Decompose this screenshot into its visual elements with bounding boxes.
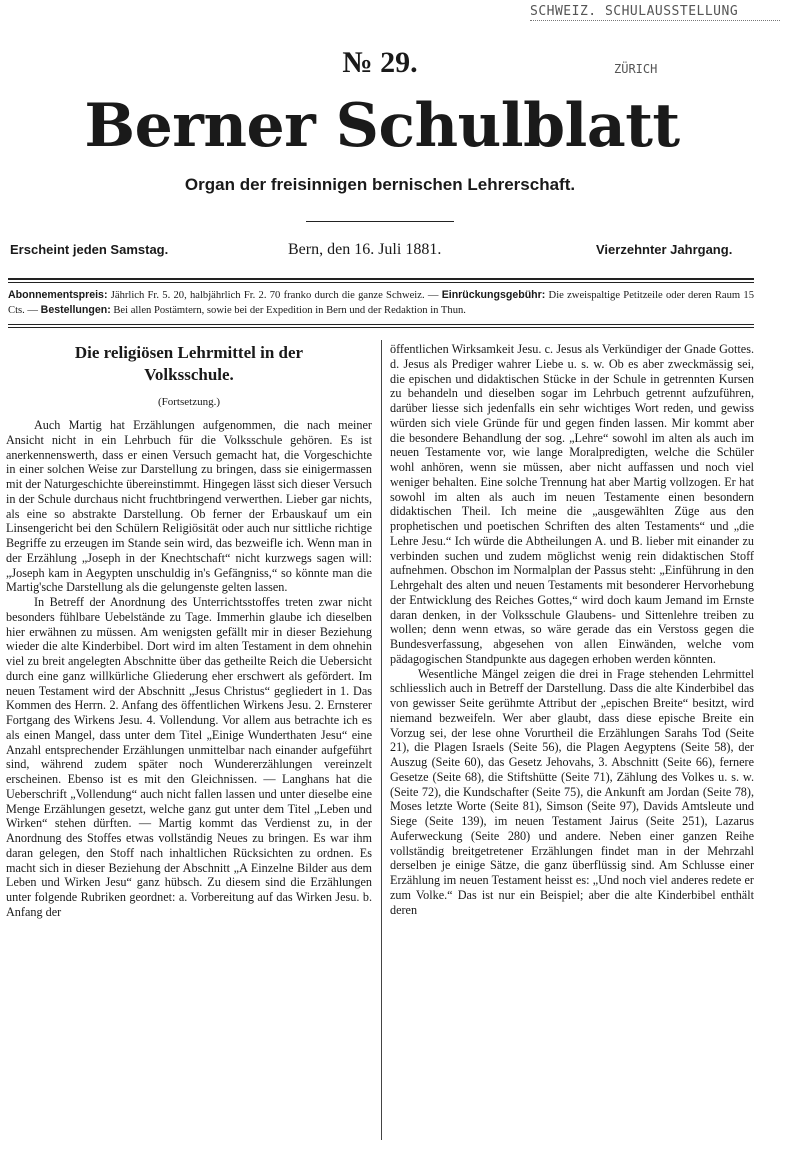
issue-number: № 29. bbox=[342, 46, 418, 79]
article-left-column bbox=[6, 342, 372, 920]
orders-label: Bestellungen: bbox=[40, 304, 111, 316]
article-right-column bbox=[390, 342, 754, 917]
issue-date: Bern, den 16. Juli 1881. bbox=[288, 241, 442, 258]
stamp-city: ZÜRICH bbox=[614, 62, 658, 76]
masthead-title: Berner Schulblatt bbox=[84, 91, 680, 161]
subscription-label: Abonnementspreis: bbox=[8, 289, 108, 301]
header-rule-top-thin bbox=[8, 282, 754, 283]
header-rule-bottom bbox=[8, 324, 754, 325]
continuation-note: (Fortsetzung.) bbox=[157, 396, 220, 408]
publication-frequency: Erscheint jeden Samstag. bbox=[10, 242, 169, 257]
article-title-line1: Die religiösen Lehrmittel in der bbox=[74, 343, 304, 362]
title-divider bbox=[306, 221, 454, 222]
insertion-fee-label: Einrückungsgebühr: bbox=[441, 289, 546, 301]
article-body-right bbox=[390, 342, 754, 917]
subscription-price: Jährlich Fr. 5. 20, halbjährlich Fr. 2. 70 franko durch die ganze Schweiz. — bbox=[107, 290, 442, 301]
header-rule-top bbox=[8, 278, 754, 280]
article-body-left bbox=[6, 418, 372, 920]
insertion-fee-text: Die zweispaltige Petitzeile oder deren Raum 15 Cts. — bbox=[8, 290, 754, 316]
masthead-subtitle: Organ der freisinnigen bernischen Lehrerschaft. bbox=[184, 175, 576, 194]
article-title-line2: Volksschule. bbox=[144, 365, 234, 384]
masthead-area bbox=[0, 0, 800, 180]
article-title bbox=[6, 342, 372, 386]
orders-text: Bei allen Postämtern, sowie bei der Expedition in Bern und der Redaktion in Thun. bbox=[110, 305, 466, 316]
header-rule-bottom-thin bbox=[8, 327, 754, 328]
volume-year: Vierzehnter Jahrgang. bbox=[596, 242, 733, 257]
paragraph: Auch Martig hat Erzählungen aufgenommen, die nach meiner Ansicht nicht in ein Lehrbuch für die Volksschule gehören. Es ist anerkennenswerth, dass er einen Versuch gemacht hat, die Vorgeschichte in einer solchen Weise zur Darstellung zu bringen, dass sie einigermassen mit der Naturgeschichte übereinstimmt. Hingegen lässt sich dieser Versuch in der Schule durchaus nicht fruchtbringend verwerthen. Lieber gar nichts, als eine so abstrakte Darstellung. Ob ferner der Erbauskauf um ein Linsengericht bei den Schülern Religiösität oder auch nur sittliche richtige Begriffe zu erzeugen im Stande sein wird, das bezweifle ich. Wenn man in der Erzählung „Joseph in der Knechtschaft“ nicht kurzwegs sagen will: „Joseph kam in Aegypten unschuldig in's Gefängniss,“ so könnte man die Martig'sche Darstellung als die gelungenste gelten lassen. bbox=[6, 418, 372, 595]
stamp-institution: SCHWEIZ. SCHULAUSSTELLUNG bbox=[530, 4, 739, 19]
paragraph: Wesentliche Mängel zeigen die drei in Frage stehenden Lehrmittel schliesslich auch in Betreff der Darstellung. Dass die alte Kinderbibel das von gewisser Seite gerühmte Attribut der „epischen Breite“ besitzt, wird niemand bezweifeln. Wer aber glaubt, dass diese epische Breite ein Vorzug sei, der lese ohne Vorurtheil die Erzählungen Sarahs Tod (Seite 21), die Plagen Israels (Seite 56), die Plagen Aegyptens (Seite 58), der Auszug (Seite 60), das Gesetz Jehovahs, 3. Abschnitt (Seite 66), fernere Gesetze (Seite 68), die Stiftshütte (Seite 71), Zählung des Volkes u. s. w. (Seite 72), die Kundschafter (Seite 75), die Ankunft am Jordan (Seite 78), Moses letzte Worte (Seite 81), Simson (Seite 97), Davids Amtsleute und Siege (Seite 139), im neuen Testament Jairus (Seite 251), Lazarus Auferweckung (Seite 280) und andere. Neben einer ganzen Reihe vollständig breitgetretener Erzählungen findet man in der Mehrzahl derselben je einige Sätze, die ganz überflüssig sind. Am Schlusse einer Erzählung im neuen Testament heisst es: „Und noch viel anderes redete er zum Volke.“ Das ist nur ein Beispiel; aber die alte Kinderbibel enthält deren bbox=[390, 666, 754, 917]
paragraph: öffentlichen Wirksamkeit Jesu. c. Jesus als Verkündiger der Gnade Gottes. d. Jesus als Prediger wahrer Liebe u. s. w. Ob es aber zweckmässig sei, die epischen und didaktischen Stücke in der Schule in getrennten Kursen zu behandeln und dieselben sogar im Lehrbuch getrennt aufzuführen, darüber liesse sich jedenfalls ein sehr wichtiges Wort reden, und gewiss würden sich viele Gründe für und gegen finden lassen. Mir kommt aber die besondere Behandlung der sog. „Lehre“ sowohl im alten als auch im neuen Testamente vor, wie lange Moralpredigten, welche die Schüler wohl anhören, wenn sie müssen, aber nicht auffassen und noch viel weniger behalten. Eine solche Trennung hat aber Martig vollzogen. Er hat sowohl im alten als auch im neuen Testamente einen besondern didaktischen Theil. Ich meine die „ausgewählten Züge aus den prophetischen und poetischen Schriften des alten Testaments“ und „die Lehre Jesu.“ Ich würde die Abtheilungen A. und B. lieber mit einander zu verbinden suchen und zudem möglichst wenig rein didaktischen Stoff aufnehmen. Obschon im Normalplan der Passus steht: „Einführung in den Lehrgehalt des alten und neuen Testaments mit besonderer Hervorhebung der Entwicklung des Reiches Gottes,“ wird doch kaum Jemand im Ernste daran denken, in der Volksschule Glaubens- und Sittenlehre treiben zu wollen; denn wenn etwas, so wäre gerade das ein Verstoss gegen die Bundesverfassung, abgesehen von allen Einwänden, welche vom pädagogischen Standpunkte aus dagegen erhoben werden könnten. bbox=[390, 342, 754, 666]
paragraph: In Betreff der Anordnung des Unterrichtsstoffes treten zwar nicht besonders fühlbare Uebelstände zu Tage. Immerhin glaube ich dieselben hier erwähnen zu müssen. Am wenigsten gefällt mir in dieser Beziehung wieder die alte Kinderbibel. Dort wird im alten Testament in dem ohnehin viel zu breit angelegten Abschnitte über das getheilte Reich die Uebersicht durch eine ganz willkürliche Gliederung eher erschwert als gefördert. Im neuen Testament wird der Abschnitt „Jesus Christus“ gegliedert in 1. Das Kommen des Herrn. 2. Anfang des öffentlichen Wirkens Jesu. 2. Ernsterer Fortgang des Wirkens Jesu. 4. Vollendung. Vor allem aus betrachte ich es als einen Mangel, dass unter dem Titel „Einige Wunderthaten Jesu“ eine Anzahl entsprechender Erzählungen unmittelbar nach einander aufgeführt sind, während zudem später noch Wundererzählungen vereinzelt erscheinen. Ebenso ist es mit den Gleichnissen. — Langhans hat die Ueberschrift „Vollendung“ auch nicht fallen lassen und unter dieselbe eine Menge Erzählungen gesetzt, welche ganz gut unter dem Titel „Leben und Wirken“ stehen dürften. — Martig kommt das Verdienst zu, in der Anordnung des Stoffes etwas vollständig Neues zu bringen. Es war ihm daran gelegen, den Stoff nach inhaltlichen Rücksichten zu ordnen. Es macht sich in dieser Beziehung der Abschnitt „A Einzelne Bilder aus dem Leben und Wirken Jesu“ ganz hübsch. Zu diesem sind die Erzählungen unter folgende Rubriken geordnet: a. Vorbereitung auf das Wirken Jesu. b. Anfang der bbox=[6, 595, 372, 919]
column-divider bbox=[381, 340, 382, 1140]
subscription-info bbox=[8, 288, 754, 318]
